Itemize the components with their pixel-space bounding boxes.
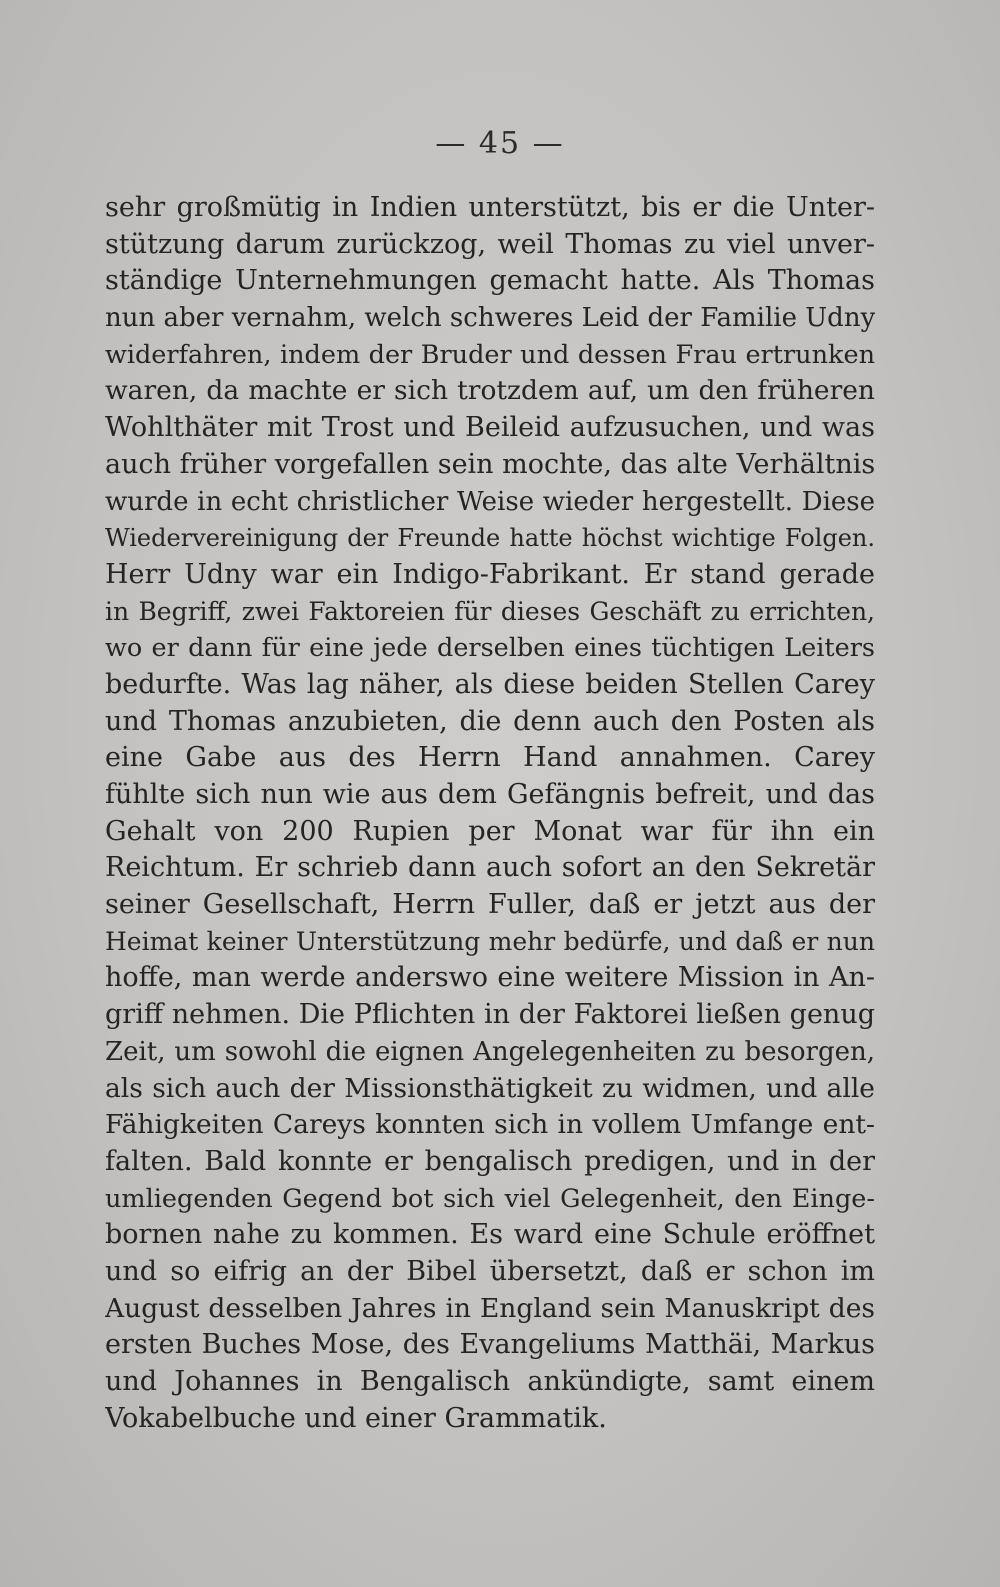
text-line: und Thomas anzubieten, die denn auch den Posten als — [105, 705, 875, 737]
page-number: — 45 — — [435, 126, 565, 161]
text-line: seiner Gesellschaft, Herrn Fuller, daß er jetzt aus der — [105, 889, 875, 921]
text-line: August desselben Jahres in England sein Manuskript des — [105, 1292, 875, 1324]
text-line: Reichtum. Er schrieb dann auch sofort an den Sekretär — [105, 852, 875, 884]
text-line: umliegenden Gegend bot sich viel Gelegenheit, den Einge- — [105, 1183, 875, 1214]
text-line: bedurfte. Was lag näher, als diese beiden Stellen Carey — [105, 668, 875, 700]
text-line: wurde in echt christlicher Weise wieder hergestellt. Diese — [105, 486, 875, 517]
text-line: Vokabelbuche und einer Grammatik. — [105, 1402, 607, 1434]
text-line: falten. Bald konnte er bengalisch predigen, und in der — [105, 1145, 875, 1177]
text-line: Herr Udny war ein Indigo-Fabrikant. Er stand gerade — [105, 558, 875, 590]
text-line: Wiedervereinigung der Freunde hatte höchst wichtige Folgen. — [105, 524, 875, 553]
text-line: Wohlthäter mit Trost und Beileid aufzusuchen, und was — [105, 412, 875, 444]
text-line: ständige Unternehmungen gemacht hatte. Als Thomas — [105, 265, 875, 297]
text-line: und Johannes in Bengalisch ankündigte, samt einem — [105, 1366, 875, 1397]
text-line: ersten Buches Mose, des Evangeliums Matthäi, Markus — [105, 1329, 875, 1361]
text-line: wo er dann für eine jede derselben eines tüchtigen Leiters — [105, 633, 875, 664]
text-line: sehr großmütig in Indien unterstützt, bis er die Unter- — [105, 192, 875, 223]
text-line: als sich auch der Missionsthätigkeit zu widmen, und alle — [105, 1072, 875, 1104]
body-text — [105, 190, 875, 1437]
text-line: Zeit, um sowohl die eignen Angelegenheiten zu besorgen, — [105, 1036, 875, 1067]
text-line: Fähigkeiten Careys konnten sich in vollem Umfange ent- — [105, 1109, 875, 1141]
text-line: nun aber vernahm, welch schweres Leid der Familie Udny — [105, 303, 875, 334]
text-line: hoffe, man werde anderswo eine weitere Mission in An- — [105, 962, 875, 994]
text-line: griff nehmen. Die Pflichten in der Faktorei ließen genug — [105, 999, 875, 1031]
text-line: Heimat keiner Unterstützung mehr bedürfe, und daß er nun — [105, 926, 875, 956]
text-line: bornen nahe zu kommen. Es ward eine Schule eröffnet — [105, 1219, 875, 1251]
text-line: fühlte sich nun wie aus dem Gefängnis befreit, und das — [105, 779, 875, 810]
text-line: eine Gabe aus des Herrn Hand annahmen. Carey — [105, 742, 875, 774]
text-line: in Begriff, zwei Faktoreien für dieses Geschäft zu errichten, — [105, 596, 875, 626]
text-line: waren, da machte er sich trotzdem auf, um den früheren — [105, 375, 875, 407]
text-line: widerfahren, indem der Bruder und dessen Frau ertrunken — [105, 339, 875, 370]
text-line: und so eifrig an der Bibel übersetzt, daß er schon im — [105, 1255, 875, 1287]
text-line: auch früher vorgefallen sein mochte, das alte Verhältnis — [105, 448, 875, 480]
text-line: stützung darum zurückzog, weil Thomas zu viel unver- — [105, 228, 875, 260]
text-line: Gehalt von 200 Rupien per Monat war für ihn ein — [105, 815, 875, 847]
